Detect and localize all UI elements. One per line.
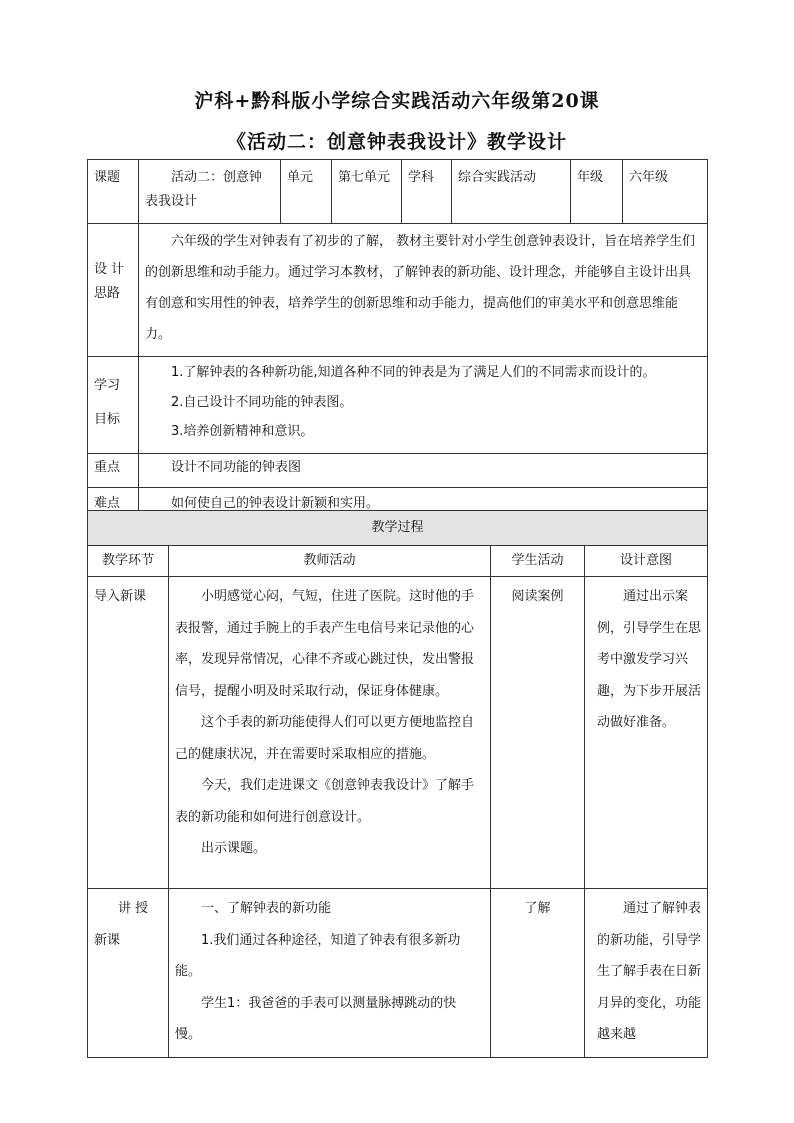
teacher-paragraph: 学生1：我爸爸的手表可以测量脉搏跳动的快慢。 [175, 995, 457, 1042]
design-text: 六年级的学生对钟表有了初步的了解， 教材主要针对小学生创意钟表设计，旨在培养学生们的创新思维和动手能力。通过学习本教材，了解钟表的新功能、设计理念，并能够自主设计出具有创意和实用性的钟表，培养学生的创新思维和动手能力，提高他们的审美水平和创意思维能力。 [145, 234, 696, 342]
stage-label-1: 讲 授 [118, 901, 149, 916]
key-label: 重点 [88, 453, 139, 487]
teaching-process-table [87, 510, 708, 1058]
header-row [88, 546, 708, 577]
document-subtitle: 《活动二：创意钟表我设计》教学设计 [226, 131, 567, 153]
header-teacher: 教师活动 [169, 546, 491, 577]
grade-value: 六年级 [623, 160, 708, 224]
table-row [88, 577, 708, 889]
teacher-activity-cell [169, 889, 491, 1058]
key-row [88, 453, 708, 487]
lesson-info-table [87, 159, 708, 523]
teacher-paragraph: 这个手表的新功能使得人们可以更方便地监控自己的健康状况，并在需要时采取相应的措施。 [175, 715, 475, 762]
design-intent-cell [585, 889, 708, 1058]
unit-label: 单元 [281, 160, 332, 224]
goals-row [88, 357, 708, 454]
design-intent-cell [585, 577, 708, 889]
intent-text: 通过出示案例，引导学生在思考中激发学习兴趣，为下步开展活动做好准备。 [597, 589, 702, 730]
design-label-cell [88, 224, 139, 357]
design-label-2: 思路 [94, 286, 121, 301]
difficult-label: 难点 [88, 487, 139, 522]
document-title: 沪科+黔科版小学综合实践活动六年级第20课 [194, 90, 600, 112]
teacher-paragraph: 1.我们通过各种途径，知道了钟表有很多新功能。 [175, 932, 461, 979]
goal-item: 1.了解钟表的各种新功能,知道各种不同的钟表是为了满足人们的不同需求而设计的。 [171, 365, 656, 380]
topic-row [88, 160, 708, 224]
goal-item: 2.自己设计不同功能的钟表图。 [171, 394, 353, 410]
teacher-paragraph: 小明感觉心闷，气短，住进了医院。这时他的手表报警，通过手腕上的手表产生电信号来记录他的心率，发现异常情况，心律不齐或心跳过快，发出警报信号，提醒小明及时采取行动，保证身体健康。 [175, 589, 475, 699]
stage-label-2: 新课 [94, 932, 121, 948]
teacher-paragraph: 今天，我们走进课文《创意钟表我设计》了解手表的新功能和如何进行创意设计。 [175, 778, 475, 825]
teacher-activity-cell [169, 577, 491, 889]
difficult-text: 如何使自己的钟表设计新颖和实用。 [139, 487, 708, 522]
student-activity-cell: 了解 [491, 889, 585, 1058]
topic-label: 课题 [88, 160, 139, 224]
goals-label-cell [88, 357, 139, 454]
header-stage: 教学环节 [88, 546, 169, 577]
subject-value: 综合实践活动 [452, 160, 571, 224]
grade-label: 年级 [571, 160, 623, 224]
key-text: 设计不同功能的钟表图 [139, 453, 708, 487]
goals-label-1: 学习 [94, 378, 121, 393]
topic-value: 活动二：创意钟表我设计 [139, 160, 281, 224]
design-text-cell [139, 224, 708, 357]
goals-list [139, 357, 708, 454]
stage-cell [88, 889, 169, 1058]
stage-cell: 导入新课 [88, 577, 169, 889]
section-title: 教学过程 [88, 511, 708, 546]
header-student: 学生活动 [491, 546, 585, 577]
design-row [88, 224, 708, 357]
table-row [88, 889, 708, 1058]
subject-label: 学科 [402, 160, 452, 224]
student-activity-cell: 阅读案例 [491, 577, 585, 889]
header-intent: 设计意图 [585, 546, 708, 577]
unit-value: 第七单元 [332, 160, 402, 224]
design-label-1: 设 计 [94, 262, 125, 277]
intent-text: 通过了解钟表的新功能，引导学生了解手表在日新月异的变化，功能越来越 [597, 901, 702, 1042]
goals-label-2: 目标 [94, 412, 121, 427]
teacher-paragraph: 一、了解钟表的新功能 [201, 901, 332, 916]
teacher-paragraph: 出示课题。 [201, 841, 267, 856]
goal-item: 3.培养创新精神和意识。 [171, 424, 314, 439]
